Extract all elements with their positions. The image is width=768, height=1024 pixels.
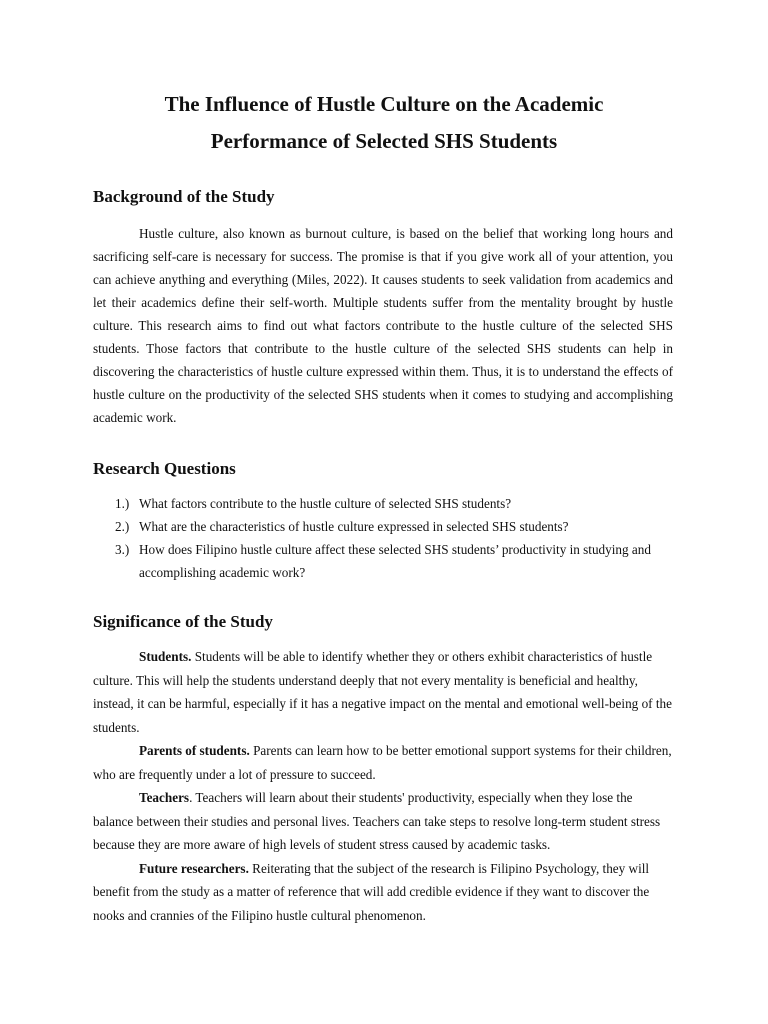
question-text: What are the characteristics of hustle culture expressed in selected SHS students? — [139, 519, 569, 534]
title-line-1: The Influence of Hustle Culture on the Academic — [164, 92, 604, 116]
question-text: How does Filipino hustle culture affect these selected SHS students’ productivity in studying and accomplishing academic work? — [139, 542, 651, 580]
significance-section — [93, 645, 673, 927]
significance-text: Reiterating that the subject of the research is Filipino Psychology, they will benefit from the study as a matter of reference that will add credible evidence if they want to discover the nooks and crannies of the Filipino hustle cultural phenomenon. — [93, 860, 650, 923]
significance-label: Teachers — [139, 790, 190, 805]
significance-text: Students will be able to identify whether they or others exhibit characteristics of hustle culture. This will help the students understand deeply that not every mentality is beneficial and healthy, instead, it can be harmful, especially if it has a negative impact on the mental and emotional well-being of the students. — [93, 649, 672, 735]
research-question-item — [93, 515, 673, 538]
background-paragraph: Hustle culture, also known as burnout culture, is based on the belief that working long hours and sacrificing self-care is necessary for success. The promise is that if you give work all of your attention, you can achieve anything and everything (Miles, 2022). It causes students to seek validation from academics and let their academics define their self-worth. Multiple students suffer from the mentality brought by hustle culture. This research aims to find out what factors contribute to the hustle culture of the selected SHS students. Those factors that contribute to the hustle culture of the selected SHS students can help in discovering the characteristics of hustle culture expressed within them. Thus, it is to understand the effects of hustle culture on the productivity of the selected SHS students when it comes to studying and accomplishing academic work. — [93, 226, 673, 425]
significance-label: Students. — [139, 649, 192, 664]
question-number: 1.) — [115, 496, 130, 511]
title-line-2: Performance of Selected SHS Students — [210, 129, 558, 153]
question-text: What factors contribute to the hustle culture of selected SHS students? — [139, 496, 512, 511]
significance-item — [93, 645, 673, 739]
question-number: 3.) — [115, 542, 130, 557]
page-title — [60, 86, 708, 160]
question-number: 2.) — [115, 519, 130, 534]
significance-label: Parents of students. — [139, 743, 250, 758]
background-heading: Background of the Study — [93, 187, 275, 206]
significance-item — [93, 739, 673, 786]
significance-heading: Significance of the Study — [93, 612, 273, 631]
research-question-item — [93, 492, 673, 515]
significance-text: Parents can learn how to be better emotional support systems for their children, who are frequently under a lot of pressure to succeed. — [93, 743, 672, 782]
significance-item — [93, 786, 673, 857]
research-questions-list — [93, 492, 673, 584]
significance-text: . Teachers will learn about their students' productivity, especially when they lose the balance between their studies and personal lives. Teachers can take steps to resolve long-term student stress because they are more aware of high levels of student stress caused by academic tasks. — [93, 790, 661, 852]
research-question-item — [93, 538, 673, 584]
significance-item — [93, 857, 673, 928]
research-questions-heading: Research Questions — [93, 459, 236, 478]
significance-label: Future researchers. — [139, 860, 249, 876]
